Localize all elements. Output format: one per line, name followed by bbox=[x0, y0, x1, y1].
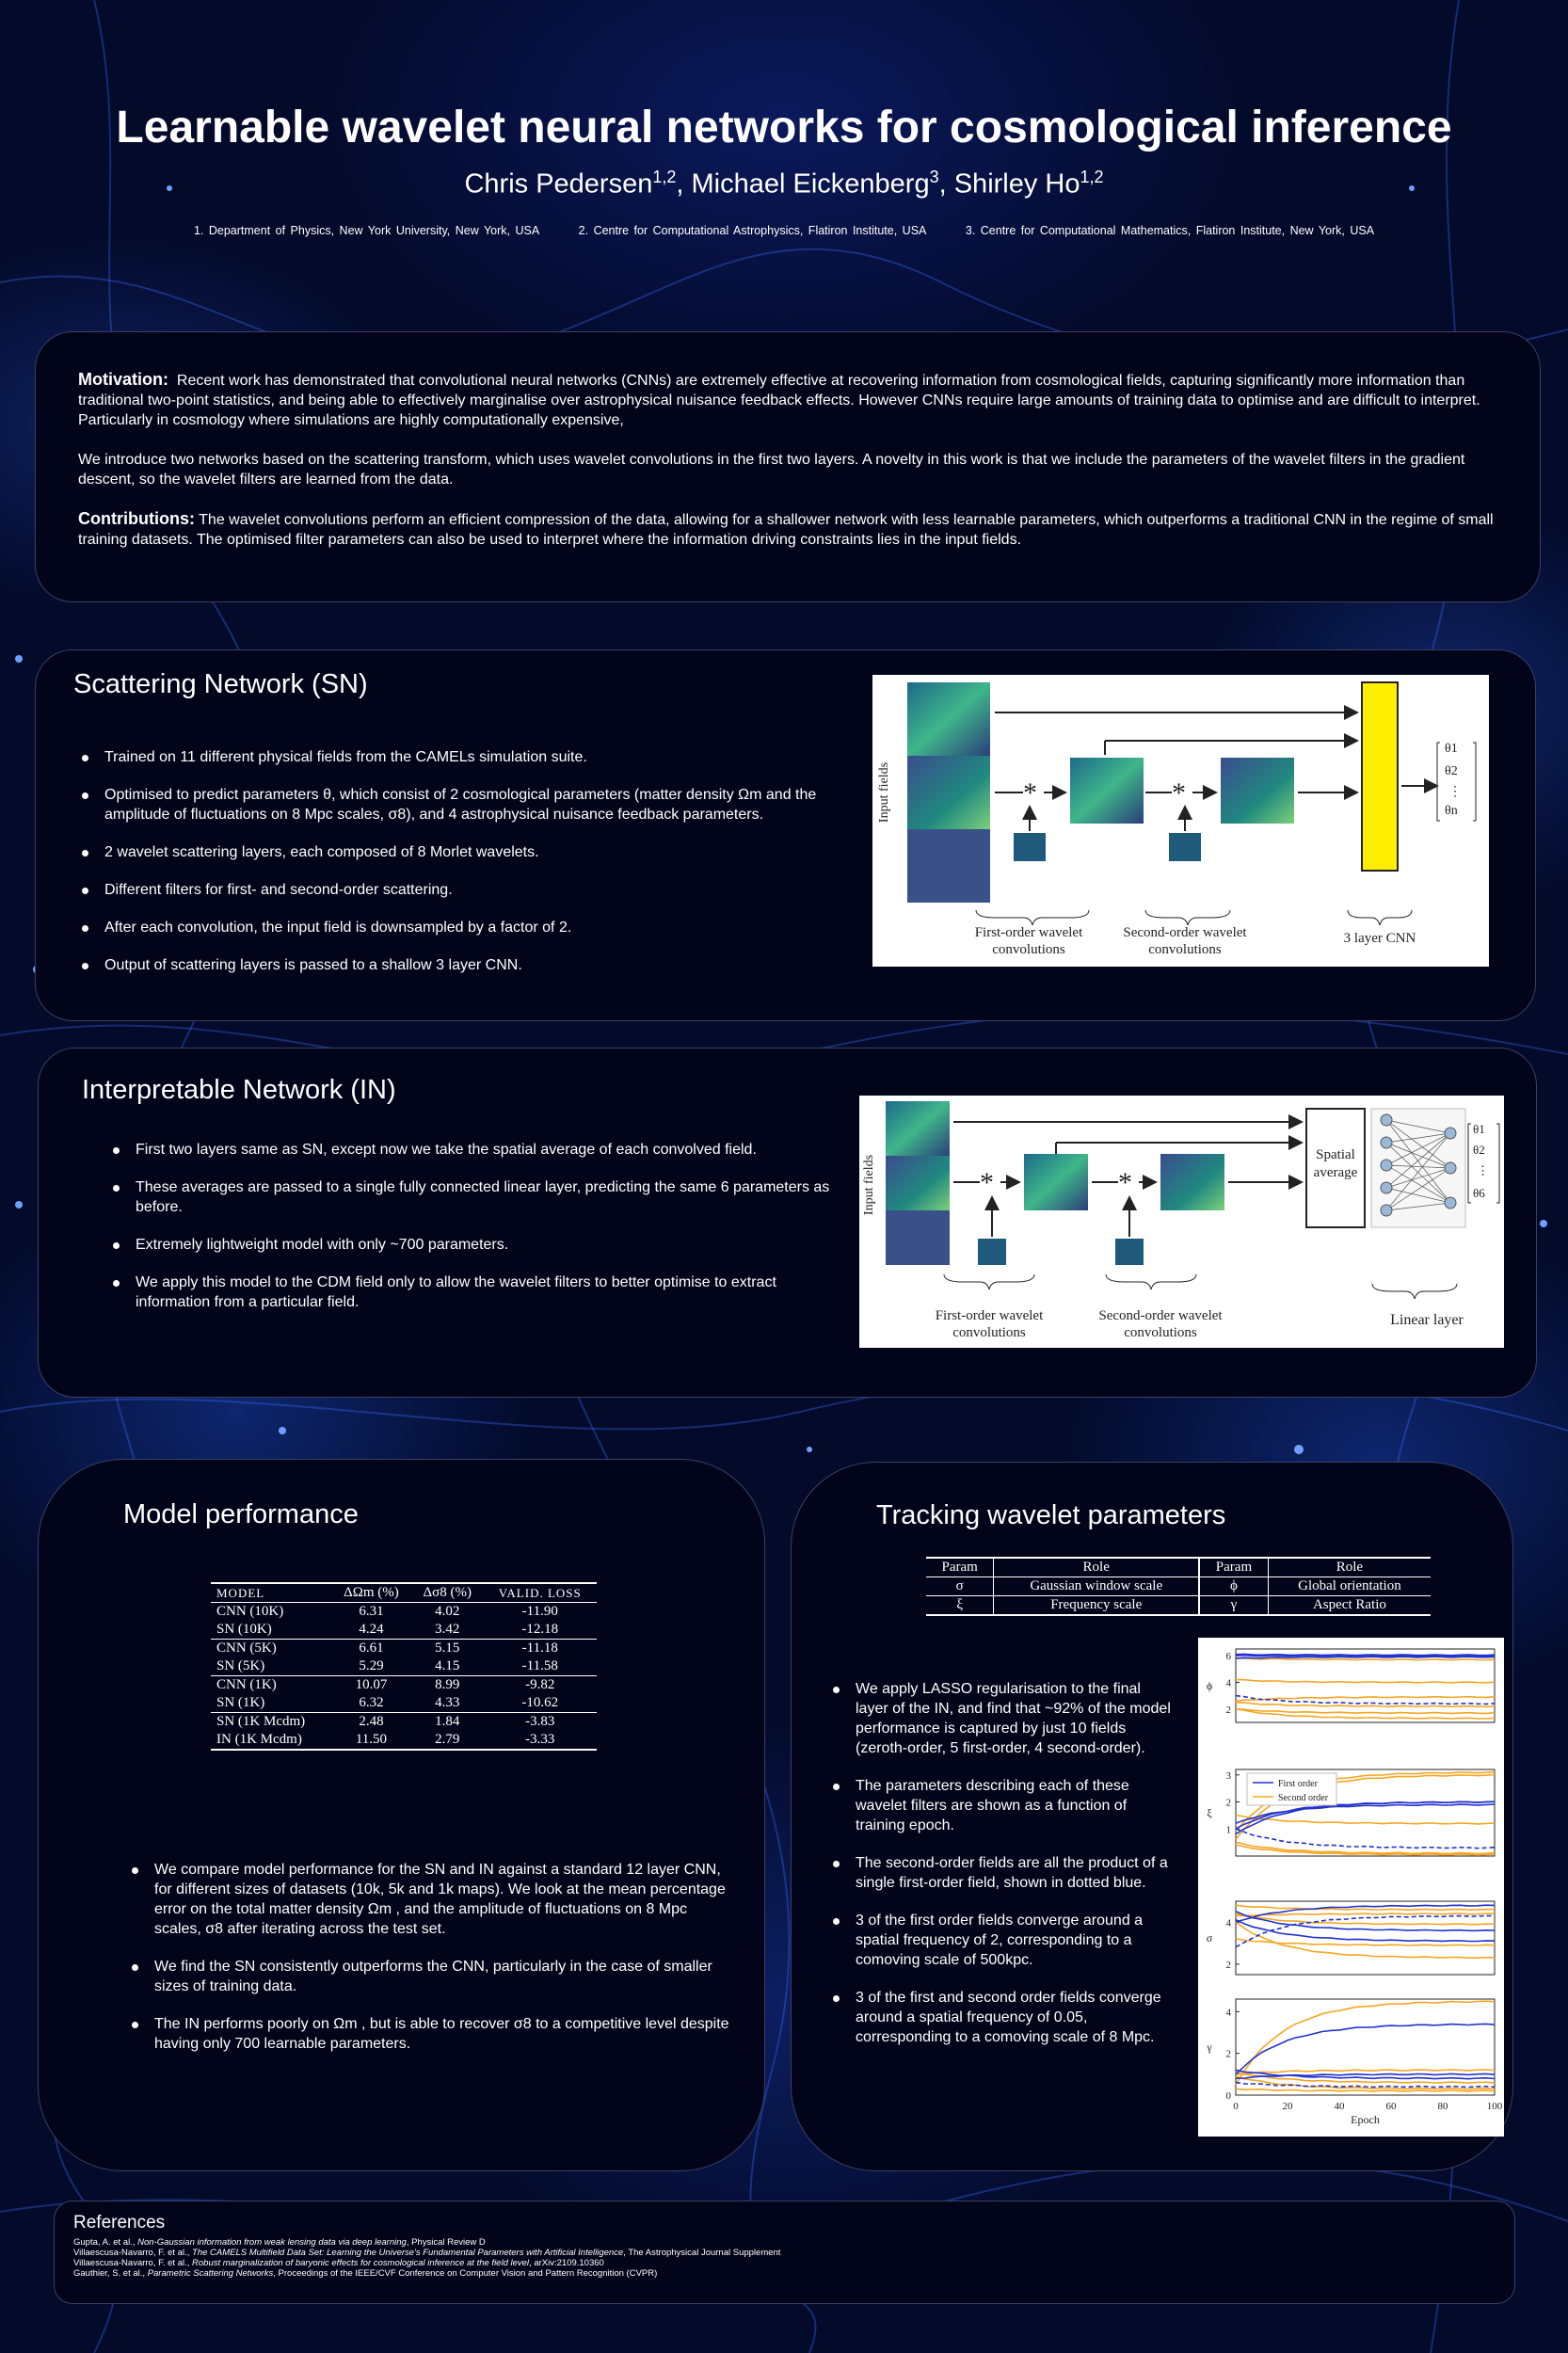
tick-label: 80 bbox=[1437, 2101, 1448, 2112]
tick-label: 1 bbox=[1225, 1824, 1231, 1836]
table-cell: -12.18 bbox=[521, 1622, 559, 1637]
model-performance-panel bbox=[38, 1459, 765, 2171]
convolved-field bbox=[1070, 758, 1144, 824]
table-row bbox=[211, 1694, 597, 1713]
theta-label: ⋮ bbox=[1477, 1163, 1489, 1177]
table-cell: Frequency scale bbox=[994, 1596, 1199, 1616]
list-item: Output of scattering layers is passed to a shallow 3 layer CNN. bbox=[78, 955, 859, 975]
list-item: Different filters for first- and second-order scattering. bbox=[78, 880, 859, 900]
diagram-label: First-order wavelet bbox=[935, 1308, 1044, 1323]
table-cell: -10.62 bbox=[521, 1695, 559, 1710]
convolution-symbol: * bbox=[1172, 777, 1186, 808]
table-cell: Global orientation bbox=[1298, 1578, 1401, 1593]
diagram-label: Spatial bbox=[1316, 1147, 1355, 1162]
list-item: Trained on 11 different physical fields from the CAMELs simulation suite. bbox=[78, 747, 859, 767]
table-cell: -11.90 bbox=[521, 1604, 558, 1619]
wavelet-parameter-chart bbox=[1198, 1638, 1504, 2137]
table-cell: SN (1K Mcdm) bbox=[216, 1714, 306, 1729]
column-header: Param bbox=[1199, 1558, 1268, 1577]
table-cell: ϕ bbox=[1199, 1577, 1268, 1596]
column-header: VALID. LOSS bbox=[498, 1585, 582, 1600]
performance-table-body bbox=[211, 1584, 597, 1749]
contributions-heading: Contributions: bbox=[78, 509, 195, 528]
list-item: The parameters describing each of these wavelet filters are shown as a function of training epoch. bbox=[829, 1776, 1177, 1835]
diagram-label: convolutions bbox=[1124, 1325, 1197, 1340]
table-cell: σ bbox=[926, 1577, 994, 1596]
diagram-label: Second-order wavelet bbox=[1123, 925, 1247, 940]
list-item: The IN performs poorly on Ωm , but is able to recover σ8 to a competitive level despite having only 700 learnable parameters. bbox=[128, 2014, 730, 2054]
field-thumbnail bbox=[907, 829, 990, 903]
diagram-label: First-order wavelet bbox=[974, 925, 1083, 940]
list-item: We apply LASSO regularisation to the final layer of the IN, and find that ~92% of the model performance is captured by just 10 fields (zeroth-order, 5 first-order, 4 second-order). bbox=[829, 1679, 1177, 1758]
table-cell: 4.15 bbox=[435, 1658, 460, 1673]
legend-label: Second order bbox=[1278, 1793, 1329, 1803]
legend-label: First order bbox=[1278, 1779, 1318, 1789]
section-title: Scattering Network (SN) bbox=[73, 669, 368, 699]
reference-item: Villaescusa-Navarro, F. et al., The CAMELS Multifield Data Set: Learning the Universe's Fundamental Parameters with Artificial Intelligence, The Astrophysical Journal Supplement bbox=[73, 2248, 781, 2258]
convolution-symbol: * bbox=[980, 1167, 994, 1198]
reference-item: Villaescusa-Navarro, F. et al., Robust marginalization of baryonic effects for cosmological inference at the field level, arXiv:2109.10360 bbox=[73, 2258, 604, 2268]
theta-label: ⋮ bbox=[1448, 785, 1462, 799]
author-name: Shirley Ho bbox=[953, 168, 1080, 200]
table-row bbox=[211, 1713, 597, 1732]
table-row bbox=[926, 1596, 1431, 1616]
table-cell: 4.33 bbox=[435, 1695, 460, 1710]
table-cell: -3.83 bbox=[525, 1714, 555, 1729]
diagram-label: convolutions bbox=[952, 1325, 1026, 1340]
tick-label: 4 bbox=[1225, 2007, 1231, 2019]
wavelet-filter bbox=[978, 1239, 1006, 1265]
table-cell: 11.50 bbox=[355, 1732, 388, 1747]
table-cell: 3.42 bbox=[435, 1622, 460, 1637]
poster-title: Learnable wavelet neural networks for cosmological inference bbox=[116, 103, 1452, 152]
in-architecture-diagram bbox=[859, 1096, 1504, 1348]
tick-label: 0 bbox=[1225, 2090, 1231, 2102]
section-title: Interpretable Network (IN) bbox=[82, 1075, 396, 1105]
author-separator: , bbox=[938, 168, 947, 200]
diagram-label: Linear layer bbox=[1390, 1312, 1464, 1328]
theta-label: θ2 bbox=[1445, 764, 1458, 778]
motivation-heading: Motivation: bbox=[78, 370, 168, 389]
field-thumbnail bbox=[886, 1101, 950, 1156]
table-row bbox=[211, 1676, 597, 1695]
author-affiliation: 3 bbox=[929, 168, 939, 186]
theta-label: θ6 bbox=[1473, 1186, 1485, 1200]
table-cell: 5.29 bbox=[359, 1658, 384, 1673]
axis-label: ξ bbox=[1207, 1806, 1212, 1819]
tick-label: 3 bbox=[1225, 1769, 1231, 1782]
tick-label: 2 bbox=[1225, 1704, 1231, 1716]
tick-label: 6 bbox=[1225, 1651, 1231, 1663]
table-cell: SN (1K) bbox=[216, 1695, 265, 1710]
table-cell: 10.07 bbox=[355, 1677, 388, 1692]
column-header: ΔΩm (%) bbox=[344, 1585, 399, 1600]
table-cell: 6.32 bbox=[359, 1695, 384, 1710]
cnn-block bbox=[1362, 682, 1398, 871]
diagram-label: convolutions bbox=[992, 942, 1065, 957]
list-item: We compare model performance for the SN and IN against a standard 12 layer CNN, for different sizes of datasets (10k, 5k and 1k maps). We look at the mean percentage error on the total matter density Ωm , and the amplitude of fluctuations on 8 Mpc scales, σ8 after iterating across the test set. bbox=[128, 1860, 730, 1939]
column-header: Δσ8 (%) bbox=[423, 1585, 472, 1600]
table-cell: ξ bbox=[926, 1596, 994, 1616]
table-cell: SN (10K) bbox=[216, 1622, 272, 1637]
tick-label: 20 bbox=[1282, 2101, 1293, 2112]
list-item: We apply this model to the CDM field only to allow the wavelet filters to better optimise to extract information from a particular field. bbox=[109, 1273, 853, 1312]
sn-bullet-list bbox=[78, 747, 859, 993]
theta-label: θn bbox=[1445, 804, 1458, 818]
table-cell: CNN (1K) bbox=[216, 1677, 277, 1692]
convolution-symbol: * bbox=[1023, 777, 1037, 808]
references-panel bbox=[54, 2201, 1515, 2304]
table-row bbox=[211, 1731, 597, 1749]
theta-label: θ2 bbox=[1473, 1143, 1485, 1157]
field-thumbnail bbox=[886, 1210, 950, 1265]
theta-label: θ1 bbox=[1445, 742, 1458, 756]
table-cell: 6.61 bbox=[359, 1641, 384, 1656]
table-cell: 1.84 bbox=[435, 1714, 460, 1729]
column-header: MODEL bbox=[216, 1585, 265, 1600]
column-header: Role bbox=[1336, 1560, 1364, 1575]
motivation-paragraph bbox=[78, 370, 1497, 430]
table-cell: 6.31 bbox=[359, 1604, 384, 1619]
diagram-label: 3 layer CNN bbox=[1343, 931, 1416, 946]
diagram-label: Second-order wavelet bbox=[1098, 1308, 1223, 1323]
table-row bbox=[211, 1640, 597, 1658]
list-item: First two layers same as SN, except now we take the spatial average of each convolved field. bbox=[109, 1140, 853, 1160]
tick-label: 2 bbox=[1225, 1797, 1231, 1809]
table-row bbox=[926, 1577, 1431, 1596]
diagram-label: average bbox=[1313, 1165, 1358, 1180]
sn-architecture-diagram bbox=[872, 675, 1489, 967]
table-cell: CNN (5K) bbox=[216, 1641, 277, 1656]
convolved-field bbox=[1160, 1154, 1224, 1210]
table-row bbox=[211, 1603, 597, 1622]
wavelet-filter bbox=[1115, 1239, 1144, 1265]
axis-label: σ bbox=[1206, 1931, 1213, 1945]
convolved-field bbox=[1221, 758, 1294, 824]
list-item: 3 of the first order fields converge around a spatial frequency of 2, corresponding to a comoving scale of 500kpc. bbox=[829, 1911, 1177, 1970]
table-cell: -9.82 bbox=[525, 1677, 555, 1692]
motivation-panel bbox=[35, 331, 1541, 602]
section-title: Model performance bbox=[123, 1499, 359, 1529]
tick-label: 100 bbox=[1486, 2101, 1503, 2112]
list-item: Optimised to predict parameters θ, which consist of 2 cosmological parameters (matter density Ωm and the amplitude of fluctuations on 8 Mpc scales, σ8), and 4 astrophysical nuisance feedback parameters. bbox=[78, 785, 859, 824]
tracking-bullet-list bbox=[829, 1679, 1177, 2065]
introduction-text: We introduce two networks based on the scattering transform, which uses wavelet convolutions in the first two layers. A novelty in this work is that we include the parameters of the wavelet filters in the gradient descent, so the wavelet filters are learned from the data. bbox=[78, 452, 1465, 488]
field-thumbnail bbox=[886, 1156, 950, 1210]
list-item: Extremely lightweight model with only ~700 parameters. bbox=[109, 1235, 853, 1255]
tick-label: 4 bbox=[1225, 1917, 1231, 1929]
diagram-label: convolutions bbox=[1148, 942, 1222, 957]
list-item: 2 wavelet scattering layers, each composed of 8 Morlet wavelets. bbox=[78, 842, 859, 862]
author-affiliation: 1,2 bbox=[652, 168, 677, 186]
list-item: The second-order fields are all the product of a single first-order field, shown in dotted blue. bbox=[829, 1853, 1177, 1893]
table-cell: IN (1K Mcdm) bbox=[216, 1732, 302, 1747]
reference-item: Gupta, A. et al., Non-Gaussian information from weak lensing data via deep learning, Physical Review D bbox=[73, 2237, 486, 2248]
tick-label: 40 bbox=[1334, 2101, 1345, 2112]
list-item: After each convolution, the input field is downsampled by a factor of 2. bbox=[78, 918, 859, 937]
diagram-label: Input fields bbox=[862, 1154, 876, 1216]
parameter-table bbox=[926, 1557, 1431, 1616]
author-separator: , bbox=[676, 168, 684, 200]
table-row bbox=[211, 1657, 597, 1676]
motivation-text: Recent work has demonstrated that convolutional neural networks (CNNs) are extremely effective at recovering information from cosmological fields, capturing significantly more information than traditional two-point statistics, and being able to effectively marginalise over astrophysical nuisance feedback effects. However CNNs require large amounts of training data to optimise and are difficult to interpret. Particularly in cosmology where simulations are highly computationally expensive, bbox=[78, 373, 1480, 428]
field-thumbnail bbox=[907, 756, 990, 829]
table-cell: 2.79 bbox=[435, 1732, 460, 1747]
table-cell: 4.02 bbox=[435, 1604, 460, 1619]
tick-label: 2 bbox=[1225, 1959, 1231, 1971]
field-thumbnail bbox=[907, 682, 990, 756]
performance-bullet-list bbox=[128, 1860, 730, 2072]
theta-label: θ1 bbox=[1473, 1122, 1485, 1136]
table-cell: CNN (10K) bbox=[216, 1604, 284, 1619]
author-name: Michael Eickenberg bbox=[691, 168, 930, 200]
table-cell: Gaussian window scale bbox=[994, 1577, 1199, 1596]
table-cell: 8.99 bbox=[435, 1677, 460, 1692]
axis-label: γ bbox=[1207, 2041, 1212, 2054]
table-cell: -11.18 bbox=[521, 1641, 558, 1656]
column-header: Role bbox=[994, 1558, 1199, 1577]
performance-rows bbox=[211, 1603, 597, 1750]
references-title: References bbox=[73, 2213, 166, 2233]
affiliation: 3. Centre for Computational Mathematics, Flatiron Institute, New York, USA bbox=[965, 224, 1375, 237]
table-cell: -11.58 bbox=[521, 1658, 558, 1673]
tick-label: 4 bbox=[1225, 1677, 1231, 1689]
x-axis-label: Epoch bbox=[1351, 2113, 1380, 2126]
table-cell: 4.24 bbox=[359, 1622, 384, 1637]
author-affiliation: 1,2 bbox=[1080, 168, 1104, 186]
list-item: We find the SN consistently outperforms the CNN, particularly in the case of smaller sizes of training data. bbox=[128, 1957, 730, 1996]
authors bbox=[0, 168, 1568, 200]
diagram-label: Input fields bbox=[877, 761, 891, 824]
tick-label: 60 bbox=[1385, 2101, 1397, 2112]
contributions-paragraph bbox=[78, 509, 1497, 550]
affiliation: 1. Department of Physics, New York University, New York, USA bbox=[193, 224, 540, 237]
reference-item: Gauthier, S. et al., Parametric Scattering Networks, Proceedings of the IEEE/CVF Conference on Computer Vision and Pattern Recognition (CVPR) bbox=[73, 2268, 658, 2279]
tick-label: 0 bbox=[1233, 2101, 1239, 2112]
reference-list bbox=[73, 2237, 1496, 2279]
column-header: Param bbox=[926, 1558, 994, 1577]
performance-table bbox=[211, 1582, 597, 1751]
in-bullet-list bbox=[109, 1140, 853, 1330]
author-name: Chris Pedersen bbox=[464, 168, 653, 200]
table-cell: SN (5K) bbox=[216, 1658, 265, 1673]
wavelet-filter bbox=[1014, 833, 1046, 861]
wavelet-filter bbox=[1169, 833, 1201, 861]
section-title: Tracking wavelet parameters bbox=[876, 1500, 1226, 1530]
table-cell: 2.48 bbox=[359, 1714, 384, 1729]
table-cell: Aspect Ratio bbox=[1312, 1597, 1386, 1612]
tick-label: 2 bbox=[1225, 2048, 1231, 2060]
table-cell: γ bbox=[1199, 1596, 1268, 1616]
table-cell: 5.15 bbox=[435, 1641, 460, 1656]
axis-label: ϕ bbox=[1206, 1679, 1213, 1692]
affiliation: 2. Centre for Computational Astrophysics, Flatiron Institute, USA bbox=[578, 224, 927, 237]
convolved-field bbox=[1024, 1154, 1088, 1210]
table-cell: -3.33 bbox=[525, 1732, 555, 1747]
list-item: 3 of the first and second order fields converge around a spatial frequency of 0.05, corresponding to a comoving scale of 8 Mpc. bbox=[829, 1988, 1177, 2047]
contributions-text: The wavelet convolutions perform an efficient compression of the data, allowing for a shallower network with less learnable parameters, which outperforms a traditional CNN in the regime of small training datasets. The optimised filter parameters can also be used to interpret where the information driving constraints lies in the input fields. bbox=[78, 512, 1494, 548]
affiliations bbox=[0, 224, 1568, 237]
table-row bbox=[211, 1621, 597, 1640]
list-item: These averages are passed to a single fully connected linear layer, predicting the same 6 parameters as before. bbox=[109, 1177, 853, 1217]
convolution-symbol: * bbox=[1118, 1167, 1132, 1198]
